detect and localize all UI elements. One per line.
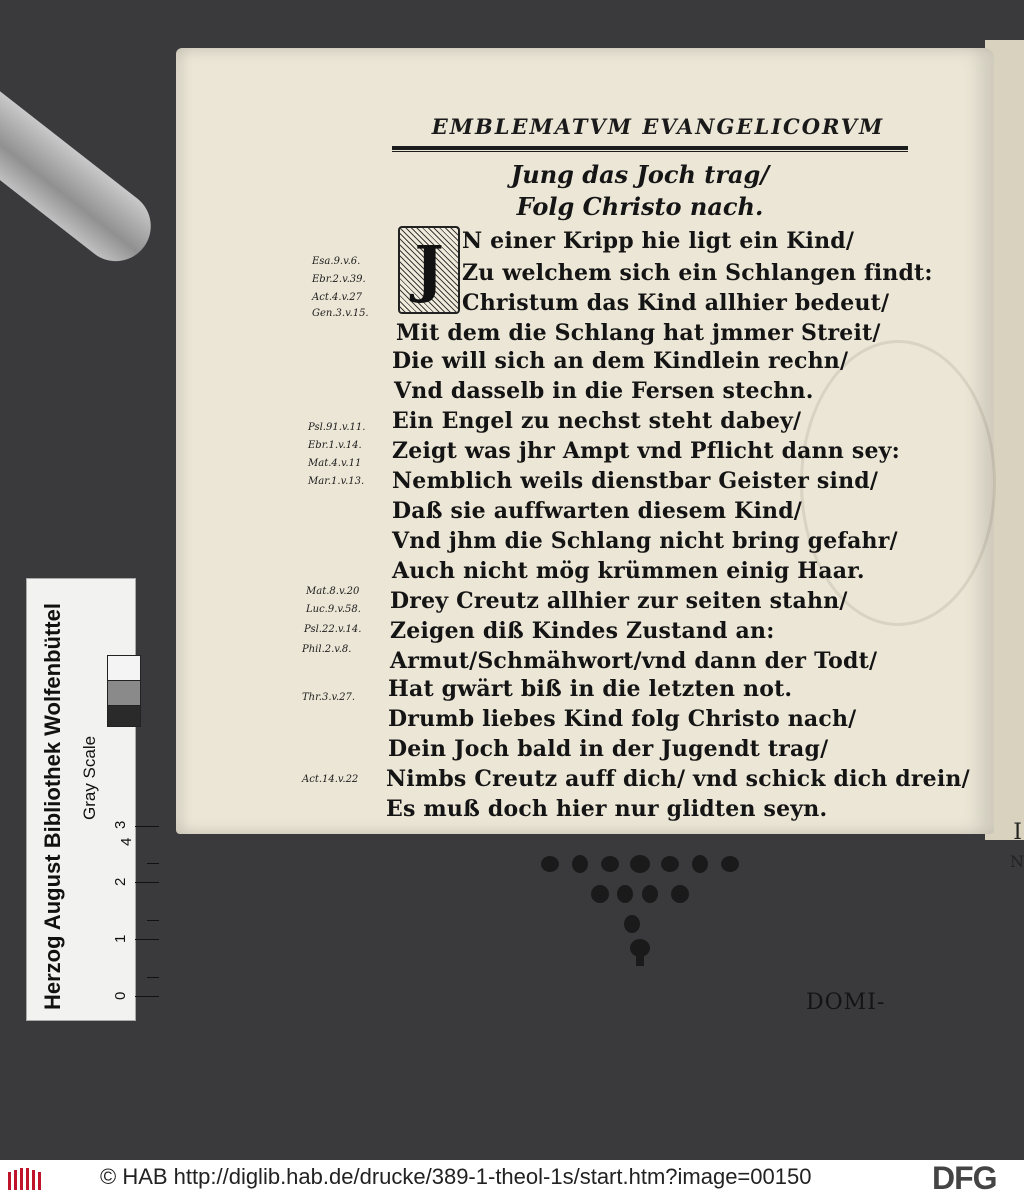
margin-reference: Psl.22.v.14.: [304, 624, 362, 635]
margin-reference: Luc.9.v.58.: [306, 604, 361, 615]
ruler-institution-label: Herzog August Bibliothek Wolfenbüttel: [40, 603, 65, 1010]
edge-fragment-1: I: [1013, 820, 1022, 845]
ruler-grayscale-label: Gray Scale: [80, 735, 99, 820]
verse-line: N einer Kripp hie ligt ein Kind/: [462, 228, 855, 254]
ruler-number: 4: [118, 837, 135, 846]
running-title: EMBLEMATVM EVANGELICORVM: [431, 114, 885, 139]
header-rule: [392, 146, 908, 150]
verse-line: Zeigen diß Kindes Zustand an:: [390, 618, 775, 644]
verse-line: Auch nicht mög krümmen einig Haar.: [392, 558, 865, 584]
verse-line: Nimbs Creutz auff dich/ vnd schick dich drein/: [386, 766, 970, 792]
edge-fragment-2: N: [1010, 852, 1024, 871]
verse-line: Vnd jhm die Schlang nicht bring gefahr/: [392, 528, 898, 554]
ruler-tick: [147, 977, 159, 978]
margin-reference: Mar.1.v.13.: [308, 476, 365, 487]
verse-line: Vnd dasselb in die Fersen stechn.: [394, 378, 814, 404]
footer-url-link[interactable]: © HAB http://diglib.hab.de/drucke/389-1-theol-1s/start.htm?image=00150: [100, 1164, 812, 1189]
verse-line: Ein Engel zu nechst steht dabey/: [392, 408, 802, 434]
verse-line: Dein Joch bald in der Jugendt trag/: [388, 736, 829, 762]
poem-title-line-2: Folg Christo nach.: [516, 192, 764, 221]
catchword: DOMI-: [806, 990, 886, 1015]
margin-reference: Thr.3.v.27.: [302, 692, 356, 703]
verse-line: Es muß doch hier nur glidten seyn.: [386, 796, 828, 822]
ruler-tick: [147, 920, 159, 921]
verse-line: Zeigt was jhr Ampt vnd Pflicht dann sey:: [392, 438, 900, 464]
margin-reference: Gen.3.v.15.: [312, 308, 369, 319]
ruler-number: 3: [112, 820, 129, 829]
verse-line: Hat gwärt biß in die letzten not.: [388, 676, 793, 702]
ruler-tick: [147, 863, 159, 864]
ruler-number: 1: [112, 934, 129, 943]
decorated-initial: J: [398, 226, 460, 314]
ruler-tick: [135, 882, 159, 883]
margin-reference: Esa.9.v.6.: [312, 256, 361, 267]
ruler-tick: [135, 826, 159, 827]
verse-line: Drey Creutz allhier zur seiten stahn/: [390, 588, 848, 614]
margin-reference: Psl.91.v.11.: [308, 422, 366, 433]
ruler-tick: [135, 996, 159, 997]
ruler-tick: [135, 939, 159, 940]
fleuron-ornament: [540, 852, 740, 972]
margin-reference: Act.14.v.22: [302, 774, 359, 785]
verse-line: Drumb liebes Kind folg Christo nach/: [388, 706, 857, 732]
margin-reference: Mat.8.v.20: [306, 586, 360, 597]
poem-title-line-1: Jung das Joch trag/: [510, 160, 770, 189]
gray-swatch-light: [107, 655, 141, 683]
gray-swatch-dark: [107, 705, 141, 727]
margin-reference: Mat.4.v.11: [308, 458, 362, 469]
gray-swatch-mid: [107, 680, 141, 708]
verse-line: Christum das Kind allhier bedeut/: [462, 290, 890, 316]
verse-line: Nemblich weils dienstbar Geister sind/: [392, 468, 879, 494]
ruler-number: 0: [112, 991, 129, 1000]
dfg-logo: DFG: [932, 1160, 997, 1196]
hab-logo-icon: [6, 1166, 46, 1194]
ruler-number: 2: [112, 877, 129, 886]
margin-reference: Phil.2.v.8.: [302, 644, 352, 655]
verse-line: Daß sie auffwarten diesem Kind/: [392, 498, 803, 524]
verse-line: Zu welchem sich ein Schlangen findt:: [462, 260, 933, 286]
margin-reference: Act.4.v.27: [312, 292, 362, 303]
verse-line: Die will sich an dem Kindlein rechn/: [392, 348, 849, 374]
header-rule-thin: [392, 151, 908, 152]
margin-reference: Ebr.2.v.39.: [312, 274, 366, 285]
margin-reference: Ebr.1.v.14.: [308, 440, 362, 451]
verse-line: Mit dem die Schlang hat jmmer Streit/: [396, 320, 881, 346]
verse-line: Armut/Schmähwort/vnd dann der Todt/: [390, 648, 878, 674]
